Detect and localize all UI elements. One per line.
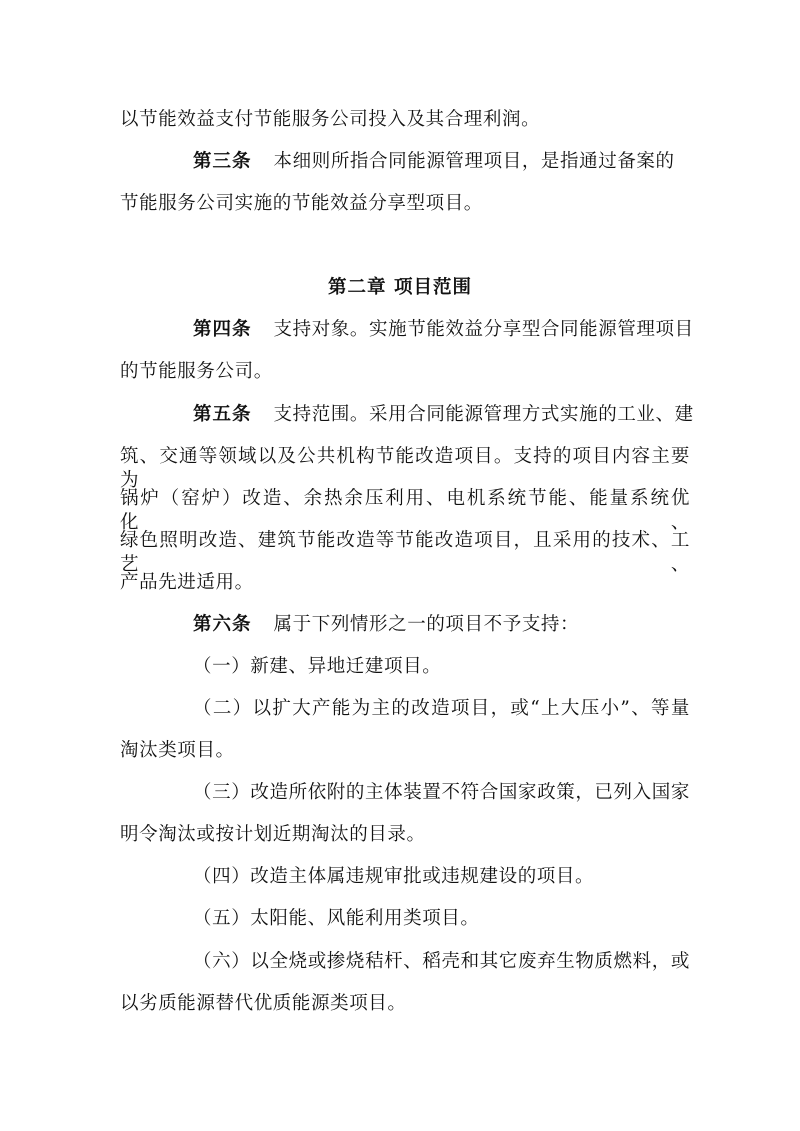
list-item: （四）改造主体属违规审批或违规建设的项目。: [193, 866, 595, 887]
list-item: （二）以扩大产能为主的改造项目，或“上大压小”、等量: [193, 698, 690, 719]
text-line: 产品先进适用。: [120, 572, 254, 593]
article-6-text: 属于下列情形之一的项目不予支持：: [273, 614, 580, 635]
text-line: 锅炉（窑炉）改造、余热余压利用、电机系统节能、能量系统优化、: [120, 488, 690, 533]
article-5-line: [193, 403, 763, 427]
article-5-text: 支持范围。采用合同能源管理方式实施的工业、建: [273, 404, 694, 425]
text-line: 以节能效益支付节能服务公司投入及其合理利润。: [120, 109, 541, 130]
text-line: 节能服务公司实施的节能效益分享型项目。: [120, 193, 483, 214]
article-3-label: 第三条: [193, 151, 252, 172]
chapter-title: 第二章 项目范围: [328, 277, 472, 298]
article-4-label: 第四条: [193, 319, 252, 340]
list-item: （三）改造所依附的主体装置不符合国家政策，已列入国家: [193, 782, 690, 803]
list-item: （六）以全烧或掺烧秸杆、稻壳和其它废弃生物质燃料，或: [193, 951, 690, 972]
article-4-text: 支持对象。实施节能效益分享型合同能源管理项目: [273, 319, 694, 340]
article-6-label: 第六条: [193, 614, 252, 635]
text-line: 的节能服务公司。: [120, 361, 273, 382]
text-line: 淘汰类项目。: [120, 740, 235, 761]
article-6-line: [193, 613, 763, 637]
text-line: 明令淘汰或按计划近期淘汰的目录。: [120, 824, 426, 845]
list-item: （五）太阳能、风能利用类项目。: [193, 908, 480, 929]
text-line: 筑、交通等领域以及公共机构节能改造项目。支持的项目内容主要为: [120, 446, 690, 491]
article-3-text: 本细则所指合同能源管理项目，是指通过备案的: [273, 151, 675, 172]
article-4-line: [193, 318, 763, 342]
list-item: （一）新建、异地迁建项目。: [193, 656, 442, 677]
text-line: 绿色照明改造、建筑节能改造等节能改造项目，且采用的技术、工艺、: [120, 530, 690, 575]
article-5-label: 第五条: [193, 404, 252, 425]
text-line: 以劣质能源替代优质能源类项目。: [120, 993, 407, 1014]
article-3-line: [193, 150, 763, 174]
